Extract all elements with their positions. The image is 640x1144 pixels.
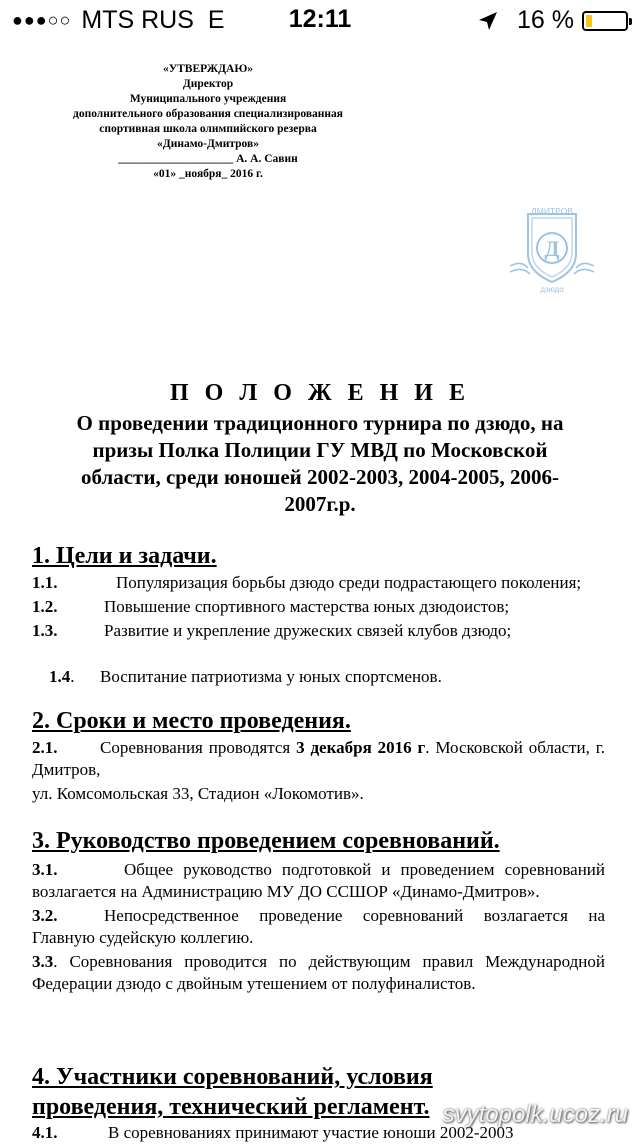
item-text: Повышение спортивного мастерства юных дзюдоистов; [104, 597, 510, 616]
item-number: 3.2. [32, 906, 58, 925]
item-text: Общее руководство подготовкой и проведением соревнований возлагается на Администрацию МУ ДО ССШОР «Динамо-Дмитров». [32, 860, 605, 901]
club-emblem-icon [506, 206, 598, 294]
item-text: Соревнования проводятся [100, 738, 297, 757]
battery-icon [582, 11, 628, 31]
item-text: . Соревнования проводится по действующим правил Международной Федерации дзюдо с двойным утешением от полуфиналистов. [32, 952, 605, 993]
approval-org-line: Муниципального учреждения [129, 93, 287, 105]
item-number: 1.4 [49, 667, 71, 686]
document-title: П О Л О Ж Е Н И Е [170, 380, 470, 406]
approval-date: «01» _ноября_ 2016 г. [153, 168, 263, 180]
list-item [32, 620, 605, 642]
subtitle-line: области, среди юношей 2002-2003, 2004-2005, 2006- [80, 465, 560, 489]
battery-percent: 16 % [517, 6, 574, 34]
emblem-bottom-text: дзюдо [540, 285, 564, 294]
approval-org-line: дополнительного образования специализированная [73, 108, 343, 120]
list-item [32, 572, 605, 594]
item-text: Непосредственное проведение соревнований возлагается на Главную судейскую коллегию. [32, 906, 605, 947]
list-item [32, 905, 605, 949]
status-right [477, 6, 628, 35]
approval-position: Директор [182, 78, 234, 90]
clock: 12:11 [288, 5, 352, 33]
event-date: 3 декабря 2016 г [296, 738, 426, 757]
approval-org-line: «Динамо-Дмитров» [157, 138, 259, 150]
section-dates-body [32, 737, 605, 805]
section-heading-participants: 4. Участники соревнований, условия [32, 1064, 433, 1090]
location-arrow-icon [477, 10, 499, 32]
battery-level [586, 15, 592, 27]
watermark: svytopolk.ucoz.ru [442, 1101, 628, 1128]
subtitle-line: призы Полка Полиции ГУ МВД по Московской [92, 438, 548, 462]
approval-signature: ____________________ А. А. Савин [118, 153, 298, 165]
approval-org-line: спортивная школа олимпийского резерва [99, 123, 317, 135]
section-heading-participants-cont: проведения, технический регламент. [32, 1094, 430, 1120]
approval-heading: «УТВЕРЖДАЮ» [162, 63, 254, 75]
status-bar [0, 0, 640, 40]
item-text: Развитие и укрепление дружеских связей клубов дзюдо; [104, 621, 512, 640]
item-text: В соревнованиях принимают участие юноши 2002-2003 [108, 1123, 514, 1142]
item-number: 2.1. [32, 738, 58, 757]
emblem-letter: Д [544, 236, 560, 261]
approval-block [40, 62, 376, 182]
carrier-name: MTS RUS [81, 6, 194, 34]
item-text: Популяризация борьбы дзюдо среди подрастающего поколения; [116, 573, 582, 592]
item-text: . Московской области, г. Дмитров, [32, 738, 605, 779]
item-number: 3.3 [32, 952, 54, 971]
item-text: . Воспитание патриотизма у юных спортсменов. [70, 667, 442, 686]
item-number: 1.1. [32, 573, 58, 592]
venue-address: ул. Комсомольская 33, Стадион «Локомотив». [32, 784, 364, 803]
list-item [32, 737, 605, 781]
document-subtitle [50, 410, 590, 518]
subtitle-line: 2007г.р. [284, 492, 356, 516]
item-number: 4.1. [32, 1123, 58, 1142]
section-management-body [32, 859, 605, 995]
item-number: 3.1. [32, 860, 58, 879]
section-heading-goals: 1. Цели и задачи. [32, 543, 217, 569]
section-heading-dates: 2. Сроки и место проведения. [32, 708, 351, 734]
list-item [32, 951, 605, 995]
emblem-top-text: ДМИТРОВ [531, 206, 573, 216]
signal-strength-icon: ●●●○○ [12, 10, 72, 30]
list-item [32, 596, 605, 618]
section-heading-management: 3. Руководство проведением соревнований. [32, 828, 500, 854]
item-number: 1.2. [32, 597, 58, 616]
list-item [32, 859, 605, 903]
item-number: 1.3. [32, 621, 58, 640]
network-type: E [207, 6, 225, 34]
subtitle-line: О проведении традиционного турнира по дзюдо, на [76, 411, 564, 435]
list-item [32, 644, 605, 710]
section-goals-body [32, 572, 605, 710]
